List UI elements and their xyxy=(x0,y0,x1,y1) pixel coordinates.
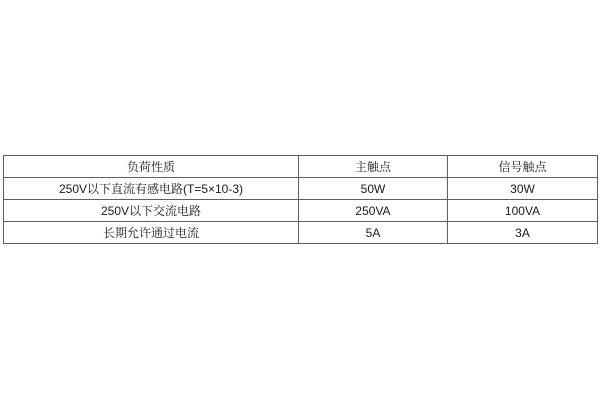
cell-main-contact-value: 5A xyxy=(299,222,448,244)
cell-load-nature: 250V以下交流电路 xyxy=(4,200,299,222)
spec-table-container xyxy=(3,155,597,244)
header-cell-signal-contact: 信号触点 xyxy=(448,156,598,178)
header-cell-main-contact: 主触点 xyxy=(299,156,448,178)
cell-load-nature: 长期允许通过电流 xyxy=(4,222,299,244)
table-row-ac-circuit xyxy=(4,200,598,222)
header-cell-load-nature: 负荷性质 xyxy=(4,156,299,178)
cell-signal-contact-value: 30W xyxy=(448,178,598,200)
table-row-dc-inductive xyxy=(4,178,598,200)
cell-load-nature: 250V以下直流有感电路(T=5×10-3) xyxy=(4,178,299,200)
cell-main-contact-value: 250VA xyxy=(299,200,448,222)
cell-main-contact-value: 50W xyxy=(299,178,448,200)
cell-signal-contact-value: 100VA xyxy=(448,200,598,222)
table-row-continuous-current xyxy=(4,222,598,244)
contact-load-spec-table xyxy=(3,155,598,244)
cell-signal-contact-value: 3A xyxy=(448,222,598,244)
table-header-row xyxy=(4,156,598,178)
